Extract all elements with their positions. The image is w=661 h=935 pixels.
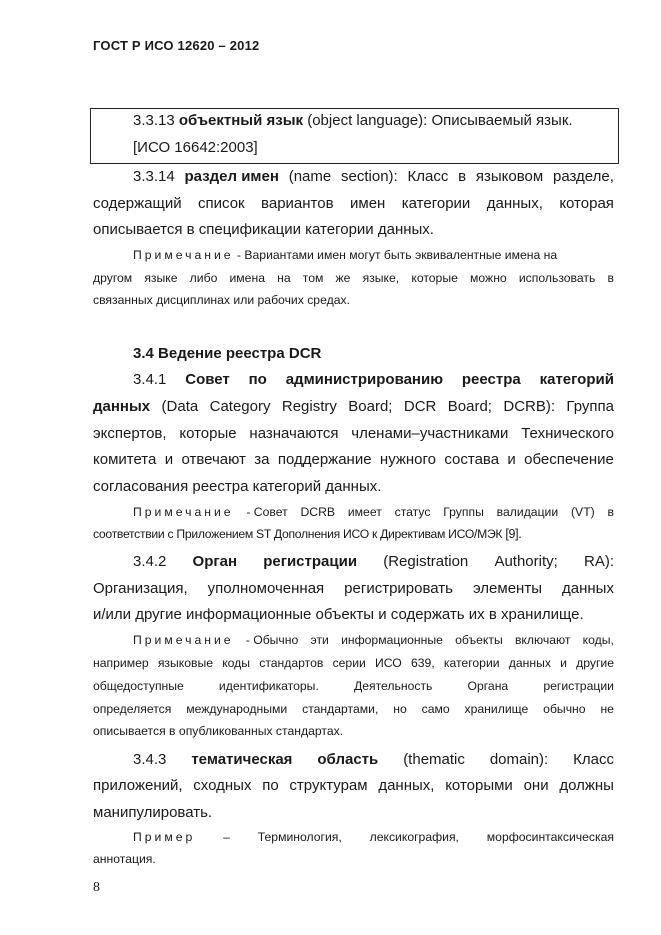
word: приложений,: [93, 777, 183, 794]
term-word: Совет: [185, 371, 230, 388]
note-3314-line2: [93, 271, 614, 285]
word: (Registration: [383, 553, 469, 570]
word: (thematic: [403, 751, 465, 768]
note-label: Примечание: [133, 633, 234, 647]
word: либо: [189, 271, 218, 285]
term-word: реестра: [461, 371, 521, 388]
term-word: Орган: [192, 553, 238, 570]
section-number: 3.4.1: [133, 371, 167, 388]
word: разделе,: [552, 168, 614, 185]
note-342-line2: [93, 656, 614, 670]
word: морфосинтаксическая: [486, 830, 614, 844]
word: языковом: [475, 168, 544, 185]
note-342-line4: [93, 702, 614, 716]
word: коды: [222, 656, 251, 670]
word: section):: [341, 168, 398, 185]
word: ИСО: [375, 656, 402, 670]
definition-3314-line1: [133, 168, 614, 185]
note-342-line5: описывается в опубликованных стандартах.: [93, 724, 344, 738]
word: поддержание: [277, 451, 372, 468]
word: Класс: [573, 751, 614, 768]
word: сходных: [193, 777, 252, 794]
word: уполномоченная: [207, 580, 325, 597]
word: состава: [444, 451, 500, 468]
word: определяется: [93, 702, 172, 716]
term-word: регистрации: [263, 553, 358, 570]
word: данных: [562, 580, 614, 597]
term: объектный язык: [178, 112, 304, 129]
word: за: [254, 451, 270, 468]
word: Деятельность: [353, 679, 433, 693]
word: регистрации: [543, 679, 614, 693]
word: которые: [179, 425, 237, 442]
word: которая: [559, 195, 614, 212]
definition-3313-line1: [133, 112, 573, 129]
term-word: данных: [93, 398, 151, 415]
word: DCRB: [300, 505, 336, 519]
word: международными: [186, 702, 288, 716]
word: же: [335, 271, 351, 285]
word: Технического: [521, 425, 614, 442]
word: по: [262, 777, 279, 794]
definition-341-line4: [93, 451, 614, 468]
word: список: [198, 195, 245, 212]
word: Authority;: [494, 553, 558, 570]
note-3314-line1: [133, 248, 557, 262]
definition-343-line2: [93, 777, 614, 794]
word: структурам: [289, 777, 368, 794]
reference: [9].: [505, 527, 522, 541]
word: Category: [209, 398, 271, 415]
section-heading-3-4: 3.4 Ведение реестра DCR: [133, 345, 322, 362]
word: статус: [394, 505, 431, 519]
word: другие: [576, 656, 614, 670]
definition-3314-line3: описывается в спецификации категории данных.: [93, 221, 434, 238]
word: DCR: [403, 398, 437, 415]
word: лексикография,: [369, 830, 459, 844]
word: RA):: [583, 553, 614, 570]
word: но: [393, 702, 407, 716]
word: Board;: [348, 398, 393, 415]
word: использовать: [518, 271, 596, 285]
word: том: [302, 271, 324, 285]
definition-342-line1: [133, 553, 614, 570]
word: объекты: [455, 633, 503, 647]
word: хранилище: [464, 702, 529, 716]
definition-3313-ref: [ИСО 16642:2003]: [133, 139, 258, 156]
term-word: по: [248, 371, 267, 388]
definition-341-line2: [93, 398, 614, 415]
example-label: Пример: [133, 830, 196, 844]
word: в: [607, 271, 614, 285]
word: 639,: [410, 656, 435, 670]
word: нужного: [379, 451, 437, 468]
word: само: [421, 702, 450, 716]
example-343-line1: [133, 830, 614, 844]
word: серии: [332, 656, 366, 670]
term-word: область: [317, 751, 379, 768]
word: данных,: [486, 195, 543, 212]
word: Группы: [443, 505, 484, 519]
definition-341-line3: [93, 425, 614, 442]
example-343-line2: аннотация.: [93, 852, 156, 866]
word: членами–участниками: [351, 425, 509, 442]
word: содержащий: [93, 195, 182, 212]
word: обеспечение: [524, 451, 614, 468]
term: раздел имен: [184, 168, 279, 185]
word: экспертов,: [93, 425, 167, 442]
word: категории: [401, 195, 471, 212]
section-number: 3.4.2: [133, 553, 167, 570]
word: не: [600, 702, 614, 716]
note-341-line2: [93, 527, 521, 541]
word: категории: [443, 656, 500, 670]
word: например: [93, 656, 149, 670]
word: Класс: [407, 168, 449, 185]
definition-343-line3: манипулировать.: [93, 804, 213, 821]
word: они: [523, 777, 549, 794]
word: Органа: [467, 679, 509, 693]
word: и: [507, 451, 516, 468]
word: на: [277, 271, 291, 285]
word: данных: [508, 656, 551, 670]
word: - Совет: [246, 505, 288, 519]
word: должны: [559, 777, 614, 794]
word: Группа: [566, 398, 614, 415]
word: вариантов: [261, 195, 334, 212]
word: идентификаторы.: [218, 679, 319, 693]
term-word: администрированию: [285, 371, 444, 388]
note-342-line3: [93, 679, 614, 693]
word: имена: [229, 271, 265, 285]
word: DCRB):: [503, 398, 556, 415]
note-3314-line3: связанных дисциплинах или рабочих средах.: [93, 293, 350, 307]
word: имен: [350, 195, 386, 212]
definition-343-line1: [133, 751, 614, 768]
definition-342-line2: [93, 580, 614, 597]
word: Терминология,: [257, 830, 342, 844]
word: Организация,: [93, 580, 188, 597]
note-label: Примечание: [133, 505, 234, 519]
section-number: 3.4.3: [133, 751, 167, 768]
word: включают: [514, 633, 571, 647]
page-number: 8: [93, 880, 100, 895]
word: языковые: [157, 656, 214, 670]
word: и: [560, 656, 567, 670]
word: имеет: [347, 505, 382, 519]
definition-341-line1: [133, 371, 614, 388]
word: назначаются: [249, 425, 339, 442]
section-number: 3.3.14: [133, 168, 175, 185]
word: - Обычно: [245, 633, 299, 647]
word: регистрировать: [344, 580, 453, 597]
note-text: соответствии с Приложением ST Дополнения ИСО к Директивам ИСО/МЭК: [93, 527, 503, 541]
word: отвечают: [181, 451, 246, 468]
definition-342-line3: и/или другие информационные объекты и содержать их в хранилище.: [93, 606, 584, 623]
word: языке,: [362, 271, 400, 285]
word: языке: [144, 271, 178, 285]
word: которыми: [445, 777, 513, 794]
word: можно: [470, 271, 507, 285]
word: стандартов: [259, 656, 324, 670]
word: элементы: [472, 580, 542, 597]
section-number: 3.3.13: [133, 112, 175, 129]
word: domain):: [489, 751, 549, 768]
definition-3314-line2: [93, 195, 614, 212]
word: Registry: [281, 398, 337, 415]
word: Board;: [447, 398, 492, 415]
note-label: Примечание: [133, 248, 234, 262]
word: которые: [411, 271, 458, 285]
word: в: [607, 505, 614, 519]
note-text: - Вариантами имен могут быть эквивалентные имена на: [236, 248, 558, 262]
word: –: [223, 830, 230, 844]
word: (VT): [571, 505, 595, 519]
word: в: [458, 168, 467, 185]
term-word: тематическая: [191, 751, 293, 768]
definition-341-line5: согласования реестра категорий данных.: [93, 478, 382, 495]
word: и: [164, 451, 174, 468]
term-word: категорий: [539, 371, 614, 388]
word: информационные: [341, 633, 443, 647]
word: данных,: [378, 777, 435, 794]
note-341-line1: [133, 505, 614, 519]
word: эти: [310, 633, 329, 647]
word: комитета: [93, 451, 157, 468]
word: общедоступные: [93, 679, 184, 693]
note-342-line1: [133, 633, 614, 647]
page-header: ГОСТ Р ИСО 12620 – 2012: [93, 38, 260, 53]
word: валидации: [496, 505, 559, 519]
word: стандартами,: [302, 702, 379, 716]
word: (name: [288, 168, 332, 185]
word: обычно: [543, 702, 586, 716]
word: другом: [93, 271, 133, 285]
word: (Data: [161, 398, 199, 415]
definition-text: (object language): Описываемый язык.: [307, 112, 573, 129]
word: коды,: [582, 633, 614, 647]
